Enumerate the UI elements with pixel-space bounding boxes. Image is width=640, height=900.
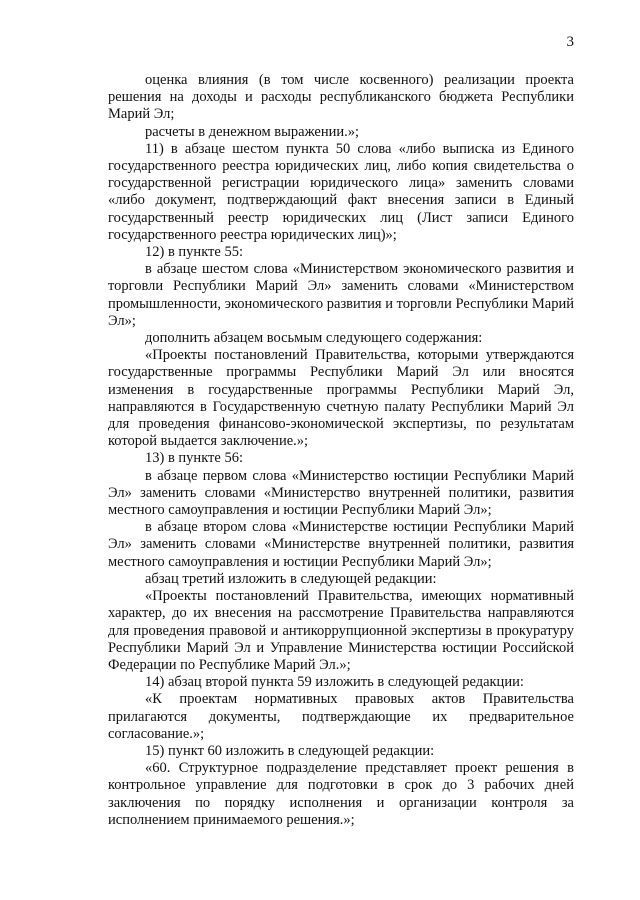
paragraph-item-13-second: в абзаце втором слова «Министерстве юстиции Республики Марий Эл» заменить словами «Министерстве внутренней политики, развития местного самоуправления и юстиции Республики Марий Эл»; <box>108 519 574 570</box>
paragraph-item-15-quote: «60. Структурное подразделение представляет проект решения в контрольное управление для подготовки в срок до 3 рабочих дней заключения по порядку исполнения и организации контроля за исполнением принимаемого решения.»; <box>108 760 574 828</box>
paragraph-item-12-add: дополнить абзацем восьмым следующего содержания: <box>145 330 483 347</box>
paragraph-item-13-third: абзац третий изложить в следующей редакции: <box>145 570 437 587</box>
paragraph-monetary-calculations: расчеты в денежном выражении.»; <box>145 123 360 140</box>
paragraph-item-14-quote: «К проектам нормативных правовых актов Правительства прилагаются документы, подтверждающие их предварительное согласование.»; <box>108 691 574 742</box>
paragraph-item-13: 13) в пункте 56: <box>145 450 243 467</box>
paragraph-item-11: 11) в абзаце шестом пункта 50 слова «либо выписка из Единого государственного реестра юридических лиц, либо копия свидетельства о государственной регистрации юридического лица» заменить словами «либо документ, подтверждающий факт внесения записи в Единый государственный реестр юридических лиц (Лист записи Единого государственного реестра юридических лиц)»; <box>108 140 574 243</box>
paragraph-item-12: 12) в пункте 55: <box>145 244 243 261</box>
paragraph-item-14: 14) абзац второй пункта 59 изложить в следующей редакции: <box>145 674 524 691</box>
paragraph-item-13-quote: «Проекты постановлений Правительства, имеющих нормативный характер, до их внесения на рассмотрение Правительства направляются для проведения правовой и антикоррупционной экспертизы в прокуратуру Республики Марий Эл и Управление Министерства юстиции Российской Федерации по Республике Марий Эл.»; <box>108 588 574 673</box>
paragraph-impact-assessment: оценка влияния (в том числе косвенного) реализации проекта решения на доходы и расходы республиканского бюджета Республики Марий Эл; <box>108 72 574 123</box>
paragraph-item-13-first: в абзаце первом слова «Министерство юстиции Республики Марий Эл» заменить словами «Министерство внутренней политики, развития местного самоуправления и юстиции Республики Марий Эл»; <box>108 467 574 519</box>
page-number: 3 <box>566 34 574 50</box>
document-body <box>108 72 574 829</box>
paragraph-item-15: 15) пункт 60 изложить в следующей редакции: <box>145 742 435 759</box>
paragraph-item-12-sixth: в абзаце шестом слова «Министерством экономического развития и торговли Республики Марий Эл» заменить словами «Министерством промышленности, экономического развития и торговли Республики Марий Эл»; <box>108 261 574 329</box>
paragraph-item-12-quote: «Проекты постановлений Правительства, которыми утверждаются государственные программы Республики Марий Эл или вносятся изменения в государственные программы Республики Марий Эл, направляются в Государственную счетную палату Республики Марий Эл для проведения финансово-экономической экспертизы, по результатам которой выдается заключение.»; <box>108 347 574 450</box>
